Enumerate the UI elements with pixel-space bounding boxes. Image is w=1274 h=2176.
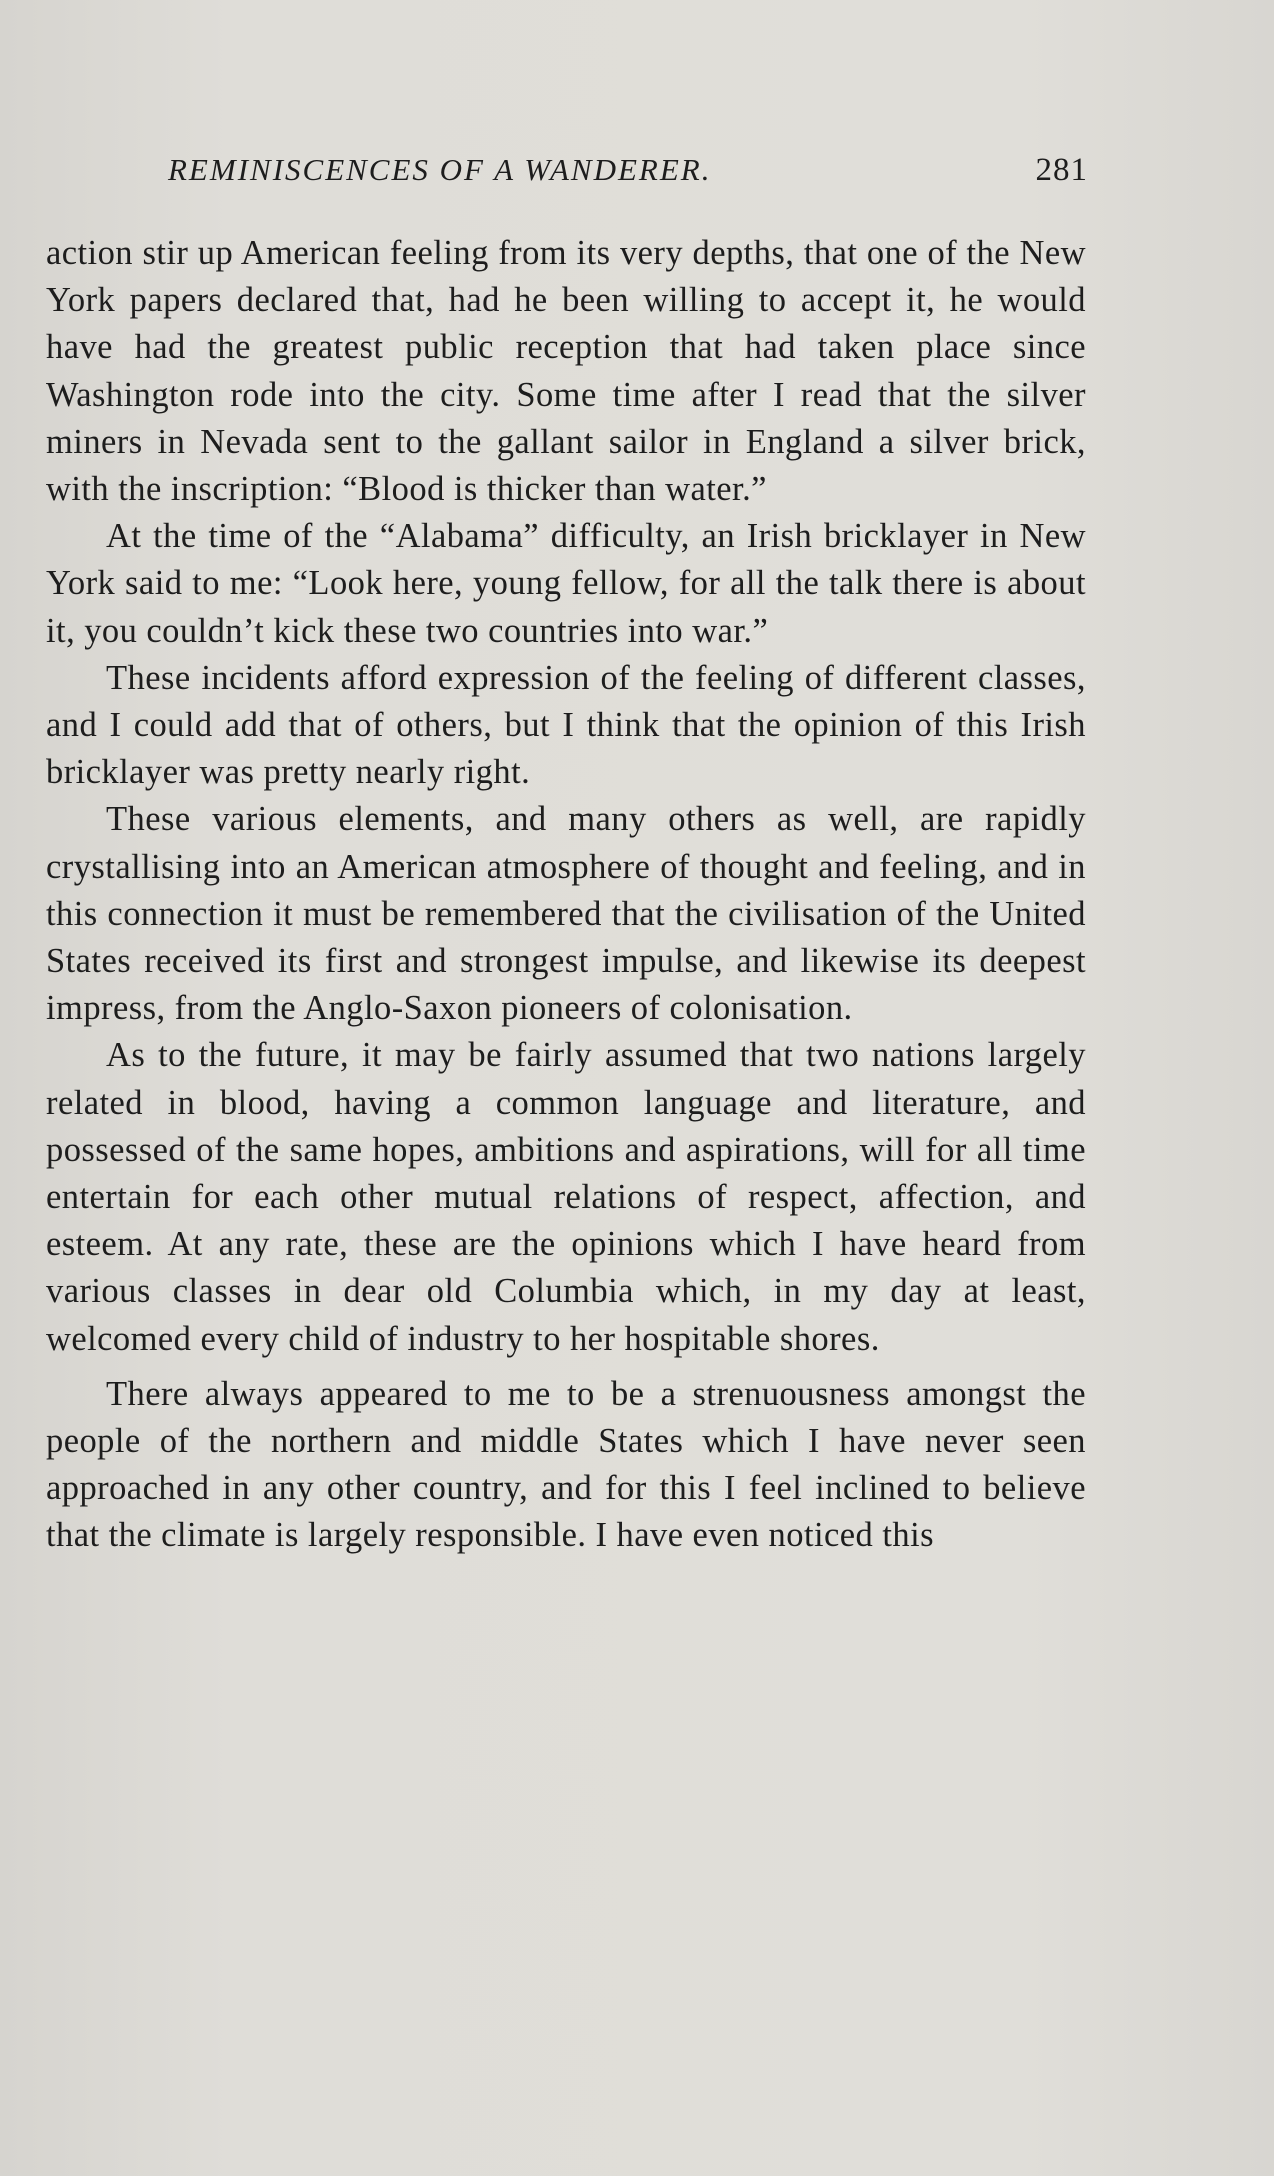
paragraph: As to the future, it may be fairly assumed that two nations largely related in blood, having a common language and literature, and possessed of the same hopes, ambitions and aspirations, will for all time entertain for each other mutual relations of respect, affection, and esteem. At any rate, these are the opinions which I have heard from various classes in dear old Columbia which, in my day at least, welcomed every child of industry to her hospitable shores. — [46, 1036, 1086, 1358]
paragraph: At the time of the “Alabama” difficulty, an Irish bricklayer in New York said to me: “Look here, young fellow, for all the talk there is about it, you couldn’t kick these two countries into war.” — [46, 517, 1086, 650]
body-text — [46, 230, 1086, 1560]
running-header — [168, 152, 1088, 196]
paragraph: These various elements, and many others as well, are rapidly crystallising into an American atmosphere of thought and feeling, and in this connection it must be remembered that the civilisation of the United States received its first and strongest impulse, and likewise its deepest impress, from the Anglo-Saxon pioneers of colonisation. — [46, 800, 1086, 1028]
running-title: REMINISCENCES OF A WANDERER. — [168, 152, 712, 187]
paragraph: These incidents afford expression of the feeling of different classes, and I could add that of others, but I think that the opinion of this Irish bricklayer was pretty nearly right. — [46, 658, 1086, 792]
paragraph: There always appeared to me to be a strenuousness amongst the people of the northern and middle States which I have never seen approached in any other country, and for this I feel inclined to believe that the climate is largely responsible. I have even noticed this — [46, 1374, 1086, 1555]
paragraph: action stir up American feeling from its very depths, that one of the New York papers declared that, had he been willing to accept it, he would have had the greatest public reception that had taken place since Washington rode into the city. Some time after I read that the silver miners in Nevada sent to the gallant sailor in England a silver brick, with the inscription: “Blood is thicker than water.” — [46, 234, 1086, 509]
page-number: 281 — [1035, 152, 1088, 188]
